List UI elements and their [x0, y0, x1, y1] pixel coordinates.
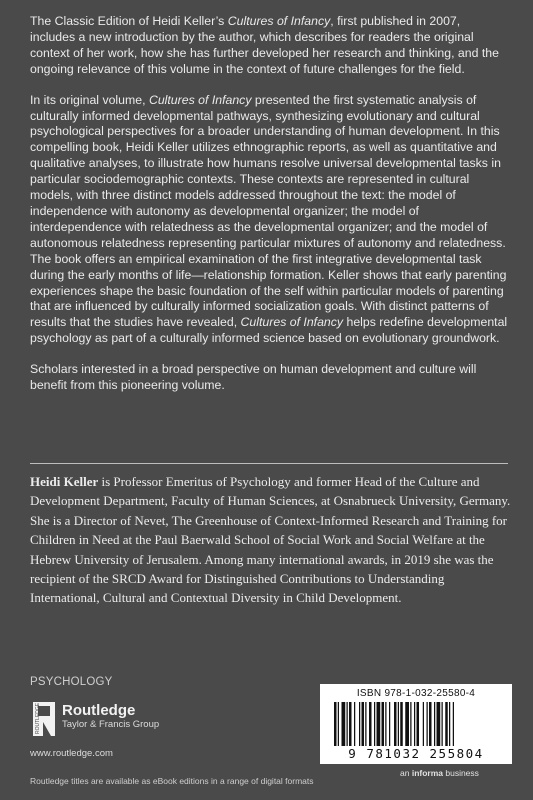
blurb-paragraph-2: In its original volume, Cultures of Infancy presented the first systematic analysis of culturally informed developmental pathways, synthesizing evolutionary and cultural psychological perspectives for a broader understanding of human development. In this compelling book, Heidi Keller utilizes ethnographic reports, as well as quantitative and qualitative analyses, to illustrate how humans resolve universal developmental tasks in particular sociodemographic contexts. These contexts are represented in cultural models, with three distinct models addressed throughout the text: the model of independence with autonomy as developmental organizer; the model of interdependence with relatedness as the developmental organizer; and the model of autonomous relatedness representing particular mixtures of autonomy and relatedness. The book offers an empirical examination of the first integrative developmental task during the early months of life—relationship formation. Keller shows that early parenting experiences shape the basic foundation of the self within particular models of parenting that are influenced by culturally informed socialization goals. With distinct patterns of results that the studies have revealed, Cultures of Infancy helps redefine developmental psychology as part of a culturally informed science based on evolutionary groundwork.	[30, 92, 508, 346]
barcode-bar	[437, 702, 441, 746]
author-bio	[30, 472, 512, 608]
barcode-bar	[423, 702, 424, 746]
barcode-bar	[442, 702, 443, 746]
barcode	[320, 684, 512, 764]
barcode-bar	[410, 702, 411, 746]
book-title: Cultures of Infancy	[240, 315, 344, 330]
routledge-logo-icon	[30, 700, 56, 738]
barcode-bar	[394, 702, 397, 746]
divider	[30, 463, 508, 464]
publisher-url[interactable]: www.routledge.com	[30, 748, 113, 759]
barcode-bar	[400, 702, 403, 746]
barcode-bar	[342, 702, 346, 746]
publisher-brand	[62, 702, 159, 731]
barcode-bar	[385, 702, 386, 746]
barcode-bar	[369, 702, 372, 746]
barcode-bar	[427, 702, 428, 746]
barcode-bar	[365, 702, 366, 746]
informa-business: an informa business	[400, 768, 479, 778]
book-title: Cultures of Infancy	[227, 14, 331, 28]
barcode-bar	[434, 702, 435, 746]
barcode-bar	[374, 702, 375, 746]
barcode-bar	[347, 702, 348, 746]
barcode-bar	[354, 702, 355, 746]
barcode-bar	[417, 702, 420, 746]
subject-category: PSYCHOLOGY	[30, 676, 113, 688]
barcode-bar	[377, 702, 381, 746]
publisher-group: Taylor & Francis Group	[62, 719, 160, 730]
barcode-bar	[398, 702, 399, 746]
isbn-digits: 9 781032 255804	[348, 746, 484, 761]
barcode-bar	[429, 702, 432, 746]
blurb-paragraph-1: The Classic Edition of Heidi Keller’s Cultures of Infancy, first published in 2007, includes a new introduction by the author, which describes for readers the original context of her work, how she has further developed her research and thinking, and the ongoing relevance of this volume in the context of future challenges for the field.	[30, 14, 499, 76]
book-title: Cultures of Infancy	[148, 92, 252, 107]
publisher-name: Routledge	[62, 702, 136, 719]
barcode-bar	[389, 702, 390, 746]
isbn-label: ISBN 978-1-032-25580-4	[356, 688, 476, 699]
barcode-bar	[445, 702, 448, 746]
barcode-bar	[449, 702, 450, 746]
barcode-bar	[359, 702, 360, 746]
barcode-bar	[338, 702, 339, 746]
barcode-bars	[332, 702, 500, 746]
barcode-bar	[362, 702, 365, 746]
author-bio-text: is Professor Emeritus of Psychology and former Head of the Culture and Development Department, Faculty of Human Sciences, at Osnabrueck University, Germany. She is a Director of Nevet, The Greenhouse of Context-Informed Research and Training for Children in Need at the Paul Baerwald School of Social Work and Social Welfare at the Hebrew University of Jerusalem. Among many international awards, in 2019 she was the recipient of the SRCD Award for Distinguished Contributions to Understanding International, Cultural and Contextual Diversity in Child Development.	[30, 474, 511, 606]
barcode-bar	[405, 702, 409, 746]
barcode-bar	[349, 702, 352, 746]
barcode-bar	[382, 702, 385, 746]
routledge-logo-text: ROUTLEDGE	[35, 702, 41, 734]
blurb	[30, 14, 508, 394]
blurb-paragraph-3: Scholars interested in a broad perspective on human development and culture will benefit from this pioneering volume.	[30, 362, 477, 393]
barcode-bar	[453, 702, 454, 746]
barcode-bar	[334, 702, 337, 746]
author-name: Heidi Keller	[30, 474, 99, 489]
ebook-note: Routledge titles are available as eBook editions in a range of digital formats	[30, 776, 314, 786]
barcode-bar	[414, 702, 415, 746]
